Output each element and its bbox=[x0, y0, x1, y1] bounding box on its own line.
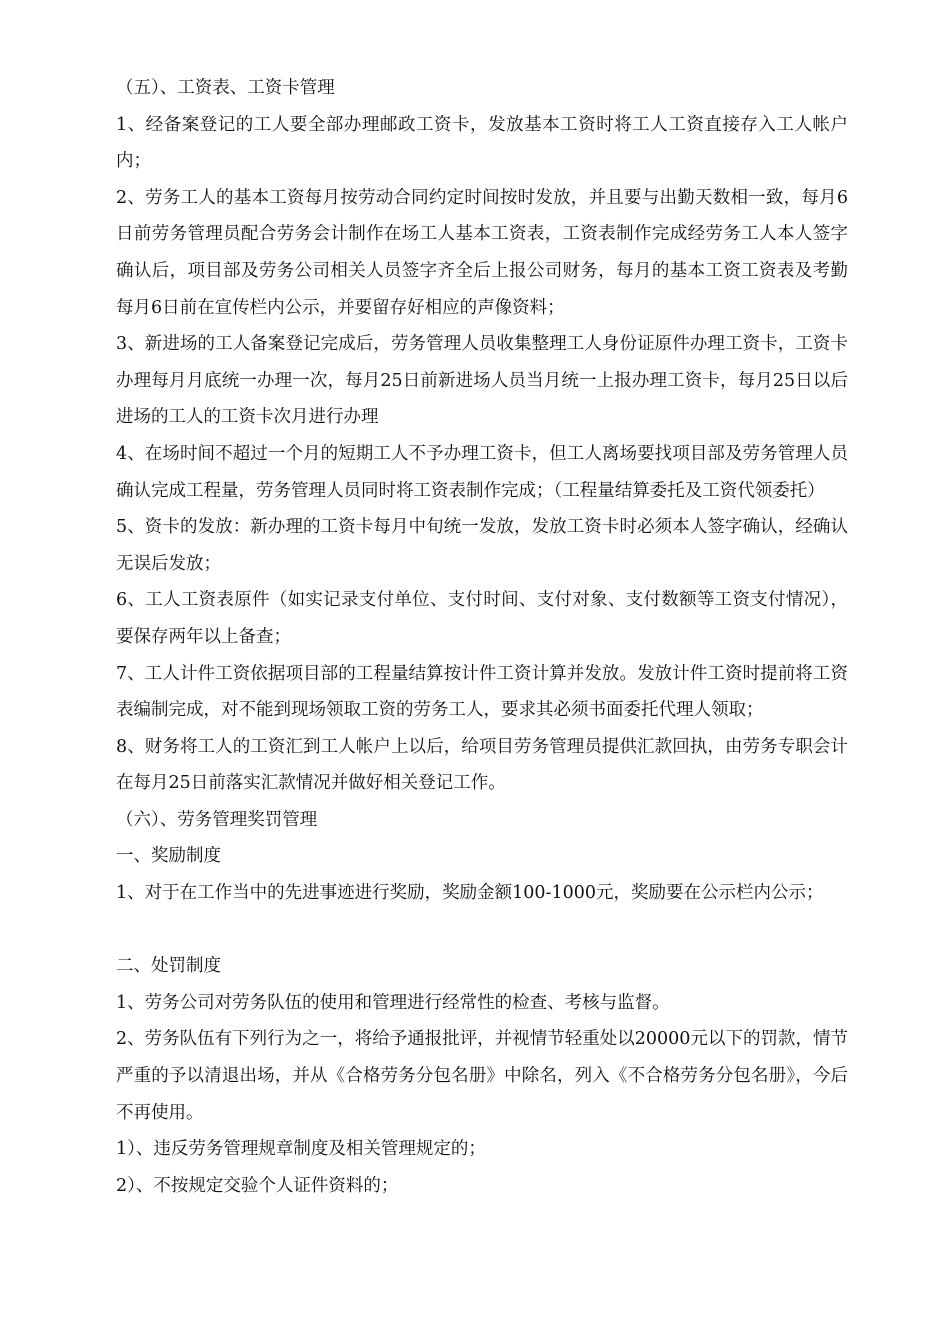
blank-line bbox=[116, 912, 848, 949]
paragraph-item-4: 4、在场时间不超过一个月的短期工人不予办理工资卡，但工人离场要找项目部及劳务管理人员确认完成工程量，劳务管理人员同时将工资表制作完成；（工程量结算委托及工资代领委托） bbox=[116, 443, 848, 501]
paragraph-item-2: 2、劳务工人的基本工资每月按劳动合同约定时间按时发放，并且要与出勤天数相一致，每月6日前劳务管理员配合劳务会计制作在场工人基本工资表，工资表制作完成经劳务工人本人签字确认后，项目部及劳务公司相关人员签字齐全后上报公司财务，每月的基本工资工资表及考勤每月6日前在宣传栏内公示，并要留存好相应的声像资料； bbox=[116, 187, 848, 318]
document-page bbox=[116, 70, 848, 1204]
section-heading-payroll: （五）、工资表、工资卡管理 bbox=[116, 78, 335, 98]
paragraph-item-7: 7、工人计件工资依据项目部的工程量结算按计件工资计算并发放。发放计件工资时提前将工资表编制完成，对不能到现场领取工资的劳务工人，要求其必须书面委托代理人领取； bbox=[116, 663, 848, 721]
penalty-subitem-1: 1）、违反劳务管理规章制度及相关管理规定的； bbox=[116, 1139, 486, 1160]
penalty-item-2: 2、劳务队伍有下列行为之一，将给予通报批评，并视情节轻重处以20000元以下的罚款，情节严重的予以清退出场，并从《合格劳务分包名册》中除名，列入《不合格劳务分包名册》，今后不再使用。 bbox=[116, 1029, 848, 1123]
subheading-penalties: 二、处罚制度 bbox=[116, 956, 221, 977]
paragraph-item-5: 5、资卡的发放：新办理的工资卡每月中旬统一发放，发放工资卡时必须本人签字确认，经确认无误后发放； bbox=[116, 517, 848, 574]
subheading-rewards: 一、奖励制度 bbox=[116, 846, 221, 867]
paragraph-item-1: 1、经备案登记的工人要全部办理邮政工资卡，发放基本工资时将工人工资直接存入工人帐户内； bbox=[116, 114, 848, 172]
reward-item-1: 1、对于在工作当中的先进事迹进行奖励，奖励金额100-1000元，奖励要在公示栏内公示； bbox=[116, 883, 824, 904]
penalty-subitem-2: 2）、不按规定交验个人证件资料的； bbox=[116, 1175, 399, 1196]
paragraph-item-3: 3、新进场的工人备案登记完成后，劳务管理人员收集整理工人身份证原件办理工资卡，工资卡办理每月月底统一办理一次，每月25日前新进场人员当月统一上报办理工资卡，每月25日以后进场的工人的工资卡次月进行办理 bbox=[116, 334, 848, 428]
section-heading-rewards-penalties: （六）、劳务管理奖罚管理 bbox=[116, 809, 318, 830]
paragraph-item-6: 6、工人工资表原件（如实记录支付单位、支付时间、支付对象、支付数额等工资支付情况），要保存两年以上备查； bbox=[116, 590, 848, 647]
penalty-item-1: 1、劳务公司对劳务队伍的使用和管理进行经常性的检查、考核与监督。 bbox=[116, 992, 670, 1013]
paragraph-item-8: 8、财务将工人的工资汇到工人帐户上以后，给项目劳务管理员提供汇款回执，由劳务专职会计在每月25日前落实汇款情况并做好相关登记工作。 bbox=[116, 736, 848, 794]
